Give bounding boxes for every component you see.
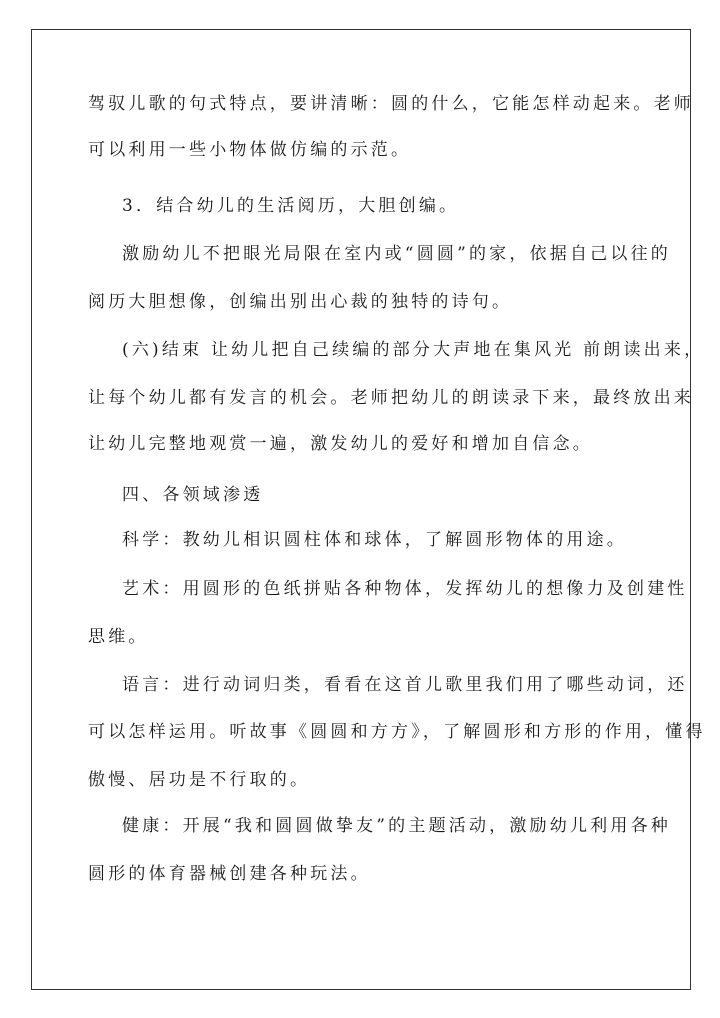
paragraph-line: 让幼儿完整地观赏一遍，激发幼儿的爱好和增加自信念。 (88, 434, 593, 454)
paragraph-line: 艺术：用圆形的色纸拼贴各种物体，发挥幼儿的想像力及创建性 (122, 579, 688, 599)
page-border (31, 29, 691, 990)
paragraph-line: 可以利用一些小物体做仿编的示范。 (88, 140, 412, 160)
paragraph-line: 语言：进行动词归类，看看在这首儿歌里我们用了哪些动词，还 (122, 675, 688, 695)
paragraph-line: 傲慢、居功是不行取的。 (88, 770, 311, 790)
paragraph-line: 激励幼儿不把眼光局限在室内或“圆圆”的家，依据自己以往的 (122, 244, 671, 264)
paragraph-line: (六)结束 让幼儿把自己续编的部分大声地在集风光 前朗读出来， (122, 340, 705, 360)
section-heading: 四、各领域渗透 (122, 485, 264, 505)
paragraph-line: 阅历大胆想像，创编出别出心裁的独特的诗句。 (88, 292, 513, 312)
paragraph-line: 圆形的体育器械创建各种玩法。 (88, 864, 371, 884)
paragraph-line: 驾驭儿歌的句式特点，要讲清晰：圆的什么，它能怎样动起来。老师 (88, 94, 694, 114)
section-heading: 3．结合幼儿的生活阅历，大胆创编。 (122, 196, 460, 216)
paragraph-line: 让每个幼儿都有发言的机会。老师把幼儿的朗读录下来，最终放出来 (88, 388, 694, 408)
paragraph-line: 科学：教幼儿相识圆柱体和球体，了解圆形物体的用途。 (122, 530, 627, 550)
paragraph-line: 可以怎样运用。听故事《圆圆和方方》，了解圆形和方形的作用，懂得 (88, 722, 706, 742)
paragraph-line: 健康：开展“我和圆圆做挚友”的主题活动，激励幼儿利用各种 (122, 816, 671, 836)
paragraph-line: 思维。 (88, 627, 149, 647)
